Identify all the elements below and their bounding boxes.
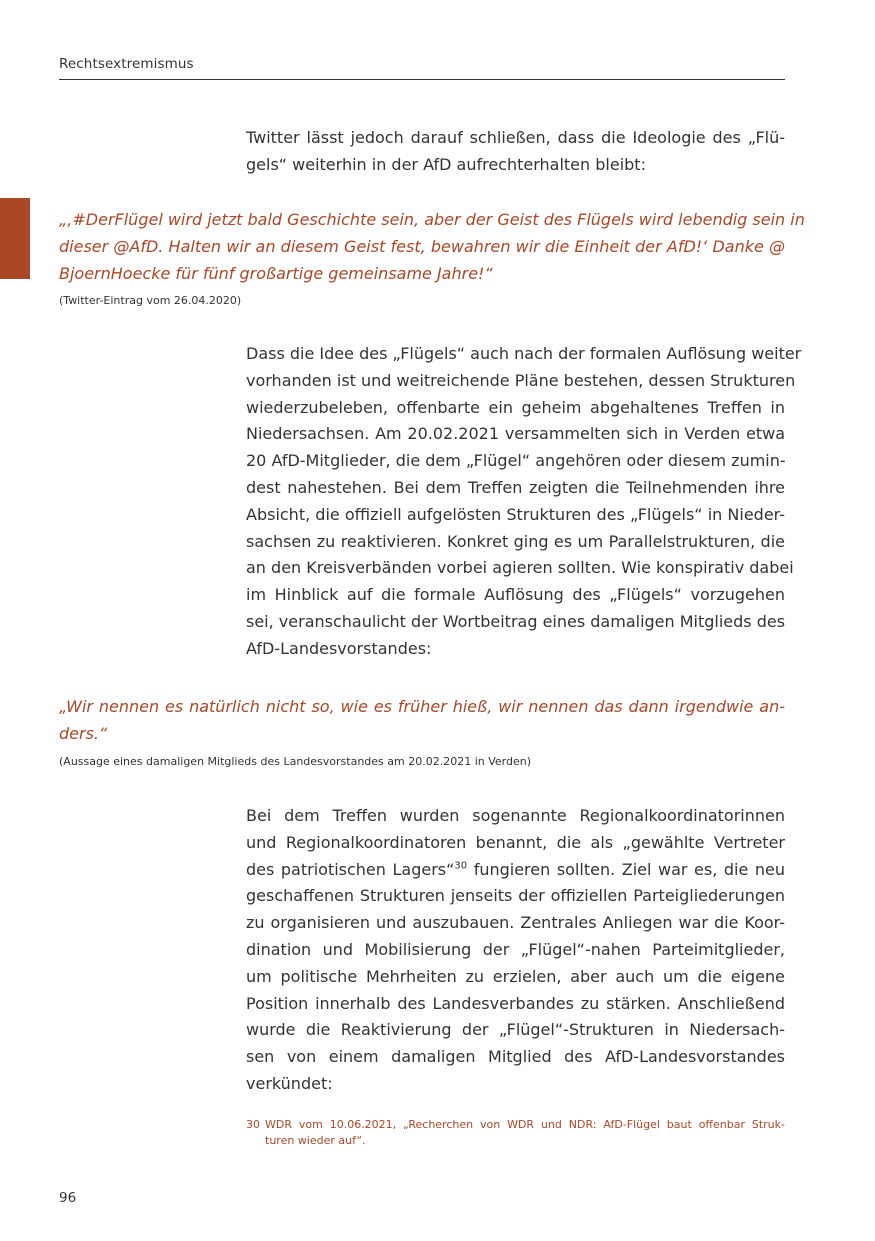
quote-line: dieser @AfD. Halten wir an diesem Geist fest, bewahren wir die Einheit der AfD!‘ Danke @ bbox=[59, 237, 785, 256]
text-line: dination und Mobilisierung der „Flügel“-nahen Parteimitglieder, bbox=[246, 939, 785, 959]
text-line: und Regionalkoordinatoren benannt, die als „gewählte Vertreter bbox=[246, 832, 785, 852]
footnote-line: turen wieder auf“. bbox=[265, 1133, 366, 1147]
text-line: Twitter lässt jedoch darauf schließen, dass die Ideologie des „Flü- bbox=[246, 128, 785, 147]
text-line: geschaffenen Strukturen jenseits der offiziellen Parteigliederungen bbox=[246, 886, 785, 906]
quote-statement bbox=[59, 693, 785, 747]
page-number: 96 bbox=[59, 1190, 77, 1206]
quote-line: „‚#DerFlügel wird jetzt bald Geschichte sein, aber der Geist des Flügels wird lebendig sein in bbox=[59, 210, 805, 229]
text-line: dest nahestehen. Bei dem Treffen zeigten die Teilnehmenden ihre bbox=[246, 477, 785, 497]
text-line: im Hinblick auf die formale Auflösung des „Flügels“ vorzugehen bbox=[246, 585, 785, 605]
text-line: verkündet: bbox=[246, 1073, 333, 1093]
text-line: sen von einem damaligen Mitglied des AfD-Landesvorstandes bbox=[246, 1047, 785, 1067]
text-line: wurde die Reaktivierung der „Flügel“-Strukturen in Niedersach- bbox=[246, 1020, 785, 1040]
text-line: sachsen zu reaktivieren. Konkret ging es um Parallelstrukturen, die bbox=[246, 531, 785, 551]
text-segment: des patriotischen Lagers“ bbox=[246, 859, 455, 879]
paragraph-koordinatoren bbox=[246, 803, 785, 1098]
text-line: 20 AfD-Mitglieder, die dem „Flügel“ angehören oder diesem zumin- bbox=[246, 451, 786, 471]
text-line: Niedersachsen. Am 20.02.2021 versammelten sich in Verden etwa bbox=[246, 424, 785, 444]
text-line: vorhanden ist und weitreichende Pläne bestehen, dessen Strukturen bbox=[246, 370, 796, 390]
header-rule bbox=[59, 79, 785, 80]
quote-line: BjoernHoecke für fünf großartige gemeinsame Jahre!“ bbox=[59, 264, 493, 283]
text-line: gels“ weiterhin in der AfD aufrechterhalten bleibt: bbox=[246, 154, 646, 174]
paragraph-treffen bbox=[246, 341, 802, 663]
quote-line: ders.“ bbox=[59, 724, 108, 743]
running-header: Rechtsextremismus bbox=[59, 56, 194, 72]
footnote-number: 30 bbox=[246, 1118, 260, 1131]
text-line: wiederzubeleben, offenbarte ein geheim abgehaltenes Treffen in bbox=[246, 397, 785, 417]
footnote bbox=[246, 1117, 785, 1148]
quote-twitter bbox=[59, 206, 805, 287]
text-line: AfD-Landesvorstandes: bbox=[246, 638, 432, 658]
text-line: Position innerhalb des Landesverbandes zu stärken. Anschließend bbox=[246, 993, 785, 1013]
footnote-line: WDR vom 10.06.2021, „Recherchen von WDR und NDR: AfD-Flügel baut offenbar Struk- bbox=[265, 1118, 785, 1131]
text-line: um politische Mehrheiten zu erzielen, aber auch um die eigene bbox=[246, 966, 785, 986]
chapter-side-marker bbox=[0, 198, 30, 279]
footnote-text bbox=[265, 1117, 785, 1148]
quote-source: (Twitter-Eintrag vom 26.04.2020) bbox=[59, 294, 242, 307]
text-line: Absicht, die offiziell aufgelösten Strukturen des „Flügels“ in Nieder- bbox=[246, 504, 785, 524]
text-segment: fungieren sollten. Ziel war es, die neu bbox=[467, 859, 786, 879]
text-line bbox=[246, 857, 785, 884]
text-line: sei, veranschaulicht der Wortbeitrag eines damaligen Mitglieds des bbox=[246, 611, 786, 631]
quote-line: „Wir nennen es natürlich nicht so, wie es früher hieß, wir nennen das dann irgendwie an- bbox=[59, 697, 785, 716]
text-line: Bei dem Treffen wurden sogenannte Regionalkoordinatorinnen bbox=[246, 806, 785, 825]
text-line: zu organisieren und auszubauen. Zentrales Anliegen war die Koor- bbox=[246, 913, 785, 933]
paragraph-intro bbox=[246, 125, 785, 179]
quote-source: (Aussage eines damaligen Mitglieds des Landesvorstandes am 20.02.2021 in Verden) bbox=[59, 755, 532, 768]
footnote-reference[interactable]: 30 bbox=[454, 860, 468, 872]
text-line: Dass die Idee des „Flügels“ auch nach der formalen Auflösung weiter bbox=[246, 344, 802, 363]
text-line: an den Kreisverbänden vorbei agieren sollten. Wie konspirativ dabei bbox=[246, 558, 794, 578]
